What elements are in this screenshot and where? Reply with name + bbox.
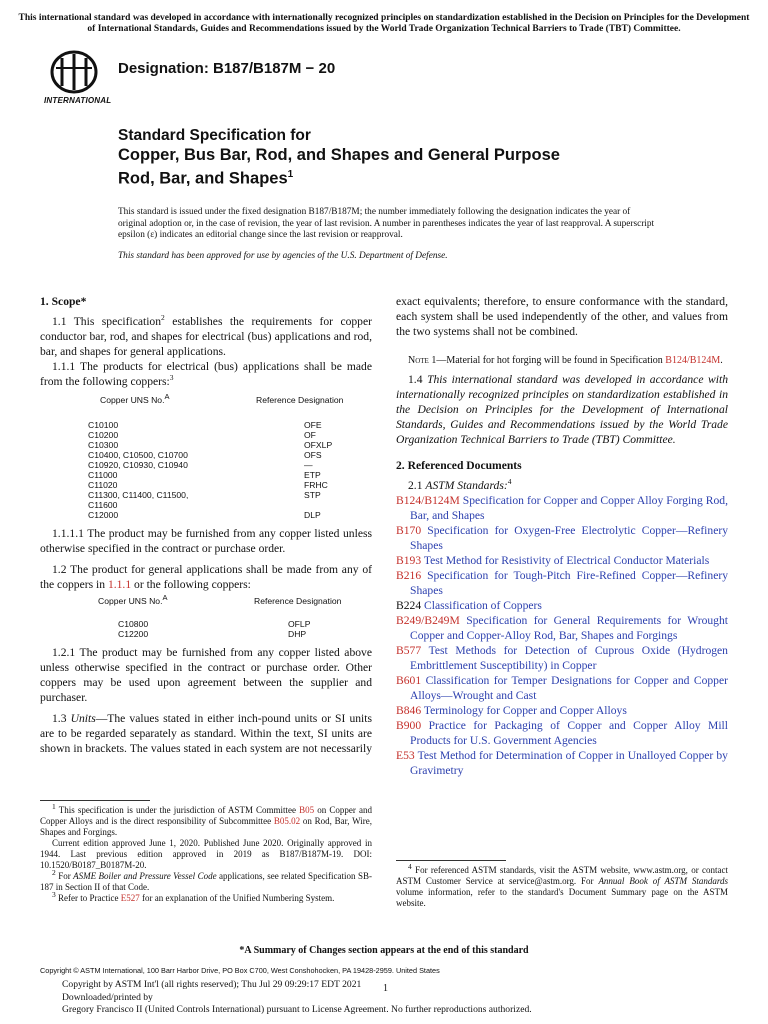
reference-item	[396, 703, 728, 718]
para-1-2-start: 1.2 The product for general applications shall be made from any of the coppers in	[40, 563, 372, 591]
para-1-1	[40, 314, 372, 359]
table-header	[88, 395, 343, 420]
reference-code[interactable]: B900	[396, 719, 422, 732]
table-row	[88, 450, 343, 460]
fn3-text: Refer to Practice	[58, 893, 121, 903]
reference-item	[396, 568, 728, 598]
uns-header: Copper UNS No.	[98, 596, 163, 606]
para-1-4	[396, 372, 728, 447]
fn1-text: on Copper and Copper Alloys and is the direct responsibility of Subcommittee	[40, 805, 372, 826]
para-1-4-num: 1.4	[408, 373, 428, 386]
para-2-1-num: 2.1	[408, 479, 426, 492]
table-cell: C10920, C10930, C10940	[88, 460, 188, 470]
para-1-1-1-1: 1.1.1.1 The product may be furnished from any copper listed unless otherwise specified in the contract or purchase order.	[40, 527, 372, 555]
copyright-line: Copyright © ASTM International, 100 Barr Harbor Drive, PO Box C700, West Conshohocken, PA 19428-2959. United States	[40, 966, 440, 975]
table-cell: OFS	[304, 450, 322, 460]
para-1-1-1-text: 1.1.1 The products for electrical (bus) applications shall be made from the following coppers:	[40, 360, 372, 388]
table-note-a-mark: A	[164, 392, 170, 402]
reference-title[interactable]: Specification for Tough-Pitch Fire-Refined Copper—Refinery Shapes	[410, 569, 728, 597]
table-row	[88, 430, 343, 440]
note-1	[396, 354, 728, 367]
footnote-1-edition: Current edition approved June 1, 2020. Published June 2020. Originally approved in 1944. Last previous edition approved in 2019 as B187/B187M-19. DOI: 10.1520/B0187_B0187M-20.	[40, 838, 372, 870]
reference-title[interactable]: Practice for Packaging of Copper and Copper Alloy Mill Products for U.S. Government Agencies	[410, 719, 728, 747]
e527-link[interactable]: E527	[120, 893, 140, 903]
table-cell: C10200	[88, 430, 119, 440]
table-cell: ETP	[304, 470, 321, 480]
reference-title[interactable]: Terminology for Copper and Copper Alloys	[423, 704, 627, 717]
reference-item	[396, 553, 728, 568]
right-column	[396, 294, 728, 778]
astm-standards-label: ASTM Standards:	[425, 479, 508, 492]
reference-code[interactable]: B193	[396, 554, 422, 567]
table-header-cell: Reference Designation	[256, 395, 344, 405]
reference-item	[396, 718, 728, 748]
reference-title[interactable]: Test Methods for Detection of Cuprous Oxide (Hydrogen Embrittlement Susceptibility) in Copper	[410, 644, 728, 672]
footnote-3: $^3$ Refer to Practice E527 for an explanation of the Unified Numbering System.	[52, 890, 335, 903]
table-row	[88, 460, 343, 470]
fn3-text: for an explanation of the Unified Numbering System.	[139, 893, 335, 903]
table-header-cell	[98, 593, 254, 619]
title-line-2: Copper, Bus Bar, Rod, and Shapes and General Purpose	[118, 145, 560, 164]
table-cell: FRHC	[304, 480, 328, 490]
document-title	[118, 126, 560, 189]
astm-logo	[40, 50, 110, 106]
footnote-rule	[40, 800, 150, 801]
reference-title[interactable]: Test Method for Resistivity of Electrical Conductor Materials	[423, 554, 710, 567]
reference-code[interactable]: B846	[396, 704, 422, 717]
table-cell: C11020	[88, 480, 118, 490]
reference-code[interactable]: E53	[396, 749, 415, 762]
subcommittee-b05-02-link[interactable]: B05.02	[273, 816, 301, 826]
para-1-1-rest: establishes the requirements for copper conductor bar, rod, and shapes for electrical (bus) applications and rod, bar, and shapes for general applications.	[40, 315, 372, 358]
para-1-2	[40, 562, 372, 592]
table-cell: C12200	[118, 629, 149, 639]
fn1-text: This specification is under the jurisdiction of ASTM Committee	[58, 805, 300, 815]
table-row	[88, 500, 343, 510]
section-1-heading: 1. Scope*	[40, 295, 87, 308]
table-cell: C11000	[88, 470, 118, 480]
reference-code[interactable]: B601	[396, 674, 422, 687]
reference-title[interactable]: Test Method for Determination of Copper in Unalloyed Copper by Gravimetry	[410, 749, 728, 777]
units-label: Units	[70, 712, 96, 725]
left-column	[40, 294, 372, 756]
reference-item	[396, 748, 728, 778]
para-1-1-start: 1.1 This specification	[52, 315, 162, 328]
reference-item	[396, 493, 728, 523]
table-note-a-mark: A	[162, 593, 168, 603]
fn1-text: on Rod, Bar, Wire, Shapes and Forgings.	[40, 816, 372, 837]
reference-code[interactable]: B577	[396, 644, 422, 657]
page-number: 1	[383, 983, 388, 994]
note-1-text: 1—Material for hot forging will be found in Specification	[428, 355, 666, 366]
title-footnote-mark[interactable]: 1	[287, 169, 294, 180]
table-cell: C11600	[88, 500, 118, 510]
summary-of-changes-note: *A Summary of Changes section appears at the end of this standard	[239, 945, 529, 956]
reference-list	[396, 493, 728, 778]
reference-item	[396, 643, 728, 673]
table-row	[98, 629, 341, 639]
reference-code[interactable]: B124/B124M	[396, 494, 460, 507]
tbt-notice: This international standard was developed in accordance with internationally recognized principles on standardization established in the Decision on Principles for the Development of International Standards, Guides and Recommendations issued by the World Trade Organization Technical Barriers to Trade (TBT) Committee.	[18, 13, 750, 34]
table-header	[98, 596, 341, 619]
license-line-1: Copyright by ASTM Int'l (all rights reserved); Thu Jul 29 09:29:17 EDT 2021	[62, 979, 362, 990]
section-1-1-1-link[interactable]: 1.1.1	[107, 578, 132, 591]
note-1-end: .	[720, 355, 723, 366]
para-1-1-1	[40, 359, 372, 389]
para-1-3-continued	[396, 294, 728, 354]
table-cell: C10400, C10500, C10700	[88, 450, 188, 460]
table-cell	[256, 500, 343, 510]
table-row	[98, 619, 341, 629]
reference-item	[396, 673, 728, 703]
footnote-4: $^4$ For referenced ASTM standards, visit the ASTM website, www.astm.org, or contact ASTM Customer Service at service@astm.org. For Annual Book of ASTM Standards volume information, refer to the standard's Document Summary page on the ASTM website.	[396, 862, 729, 908]
footnote-1: $^1$ This specification is under the jurisdiction of ASTM Committee B05 on Copper and Copper Alloys and is the direct responsibility of Subcommittee B05.02 on Rod, Bar, Wire, Shapes and Forgings.	[40, 802, 372, 837]
title-line-3-text: Rod, Bar, and Shapes	[118, 169, 288, 188]
fn4-text: For referenced ASTM standards, visit the ASTM website, www.astm.org, or contact ASTM Customer Service at service@astm.org. For	[396, 865, 729, 886]
footnote-3-mark[interactable]: 3	[169, 373, 174, 383]
reference-item	[396, 523, 728, 553]
fn2-text: For	[58, 871, 74, 881]
footnote-4-mark[interactable]: 4	[507, 477, 512, 487]
fn4-text: volume information, refer to the standard's Document Summary page on the ASTM website.	[396, 887, 728, 908]
copper-table-1	[88, 392, 344, 520]
reference-code: B224	[396, 599, 422, 612]
footnotes-right	[396, 860, 728, 909]
reference-title[interactable]: Specification for General Requirements for Wrought Copper and Copper-Alloy Rod, Bar, Shapes and Forgings	[410, 614, 728, 642]
footnote-2-mark[interactable]: 2	[161, 313, 165, 323]
table-cell: C10100	[88, 420, 119, 430]
para-1-3	[40, 711, 372, 756]
uns-header: Copper UNS No.	[100, 395, 165, 405]
logo-caption: INTERNATIONAL	[44, 96, 112, 105]
para-1-3-num: 1.3	[52, 712, 71, 725]
footnotes-left	[40, 800, 372, 904]
table-cell: OFLP	[288, 619, 311, 629]
fn2-italic: ASME Boiler and Pressure Vessel Code	[73, 871, 217, 881]
para-2-1	[396, 478, 728, 493]
table-cell: OFXLP	[304, 440, 333, 450]
reference-item	[396, 598, 728, 613]
reference-title[interactable]: Classification of Coppers	[424, 599, 542, 612]
table-cell: C10800	[118, 619, 149, 629]
fn4-italic: Annual Book of ASTM Standards	[598, 876, 728, 886]
designation: Designation: B187/B187M − 20	[118, 60, 336, 77]
table-row	[88, 510, 343, 520]
section-2-heading: 2. Referenced Documents	[396, 459, 522, 472]
para-1-3-text: —The values stated in either inch-pound units or SI units are to be regarded separately as standard. Within the text, SI units are shown in brackets. The values stated in each system are not necessarily	[40, 712, 372, 755]
table-row	[88, 470, 343, 480]
note-label: Note	[408, 355, 429, 366]
committee-b05-link[interactable]: B05	[299, 805, 315, 815]
table-cell: C11300, C11400, C11500,	[88, 490, 189, 500]
reference-title[interactable]: Specification for Copper and Copper Alloy Forging Rod, Bar, and Shapes	[410, 494, 728, 522]
para-1-3-continued-text	[396, 294, 728, 339]
license-block	[62, 979, 532, 1017]
license-line-2: Downloaded/printed by	[62, 991, 153, 1003]
table-cell: C12000	[88, 510, 119, 520]
dod-approval-note: This standard has been approved for use by agencies of the U.S. Department of Defense.	[118, 251, 448, 261]
table-row	[88, 420, 343, 430]
issue-note: This standard is issued under the fixed designation B187/B187M; the number immediately following the designation indicates the year of original adoption or, in the case of revision, the year of last revision. A number in parentheses indicates the year of last reapproval. A superscript epsilon (ε) indicates an editorial change since the last revision or reapproval.	[118, 207, 655, 240]
para-1-3-text: exact equivalents; therefore, to ensure conformance with the standard, each system shall be used independently of the other, and values from the two systems shall not be combined.	[396, 295, 728, 338]
license-line-3: Gregory Francisco II (United Controls International) pursuant to License Agreement. No further reproductions authorized.	[62, 1004, 532, 1015]
table-row	[88, 440, 343, 450]
para-1-2-1: 1.2.1 The product may be furnished from any copper listed above unless otherwise specified in the contract or purchase order. Other coppers may be used upon agreement between the supplier and purchaser.	[40, 646, 372, 704]
copper-table-2	[98, 593, 342, 639]
title-line-3	[118, 165, 560, 189]
reference-code[interactable]: B170	[396, 524, 422, 537]
reference-code[interactable]: B216	[396, 569, 422, 582]
para-1-4-text: This international standard was developed in accordance with internationally recognized principles on standardization established in the Decision on Principles for the Development of International Standards, Guides and Recommendations issued by the World Trade Organization Technical Barriers to Trade (TBT) Committee.	[396, 373, 728, 446]
b124-link[interactable]: B124/B124M	[665, 355, 721, 366]
table-header-cell	[88, 392, 256, 420]
table-cell: DHP	[288, 629, 307, 639]
fn2-text: applications, see related Specification SB-187 in Section II of that Code.	[40, 871, 372, 892]
table-cell: OF	[304, 430, 316, 440]
para-1-2-rest: or the following coppers:	[131, 578, 251, 591]
table-row	[88, 480, 343, 490]
table-cell: DLP	[304, 510, 321, 520]
title-line-1: Standard Specification for	[118, 127, 311, 144]
table-cell: STP	[304, 490, 321, 500]
footnote-2: $^2$ For ASME Boiler and Pressure Vessel Code applications, see related Specification SB-187 in Section II of that Code.	[40, 868, 372, 892]
table-header-cell: Reference Designation	[254, 596, 342, 606]
table-row	[88, 490, 343, 500]
footnote-rule	[396, 860, 506, 861]
reference-item	[396, 613, 728, 643]
reference-title[interactable]: Classification for Temper Designations for Copper and Copper Alloys—Wrought and Cast	[410, 674, 728, 702]
reference-title[interactable]: Specification for Oxygen-Free Electrolytic Copper—Refinery Shapes	[410, 524, 729, 552]
table-cell: C10300	[88, 440, 119, 450]
table-cell: OFE	[304, 420, 322, 430]
reference-code[interactable]: B249/B249M	[396, 614, 460, 627]
table-cell: —	[304, 460, 313, 470]
